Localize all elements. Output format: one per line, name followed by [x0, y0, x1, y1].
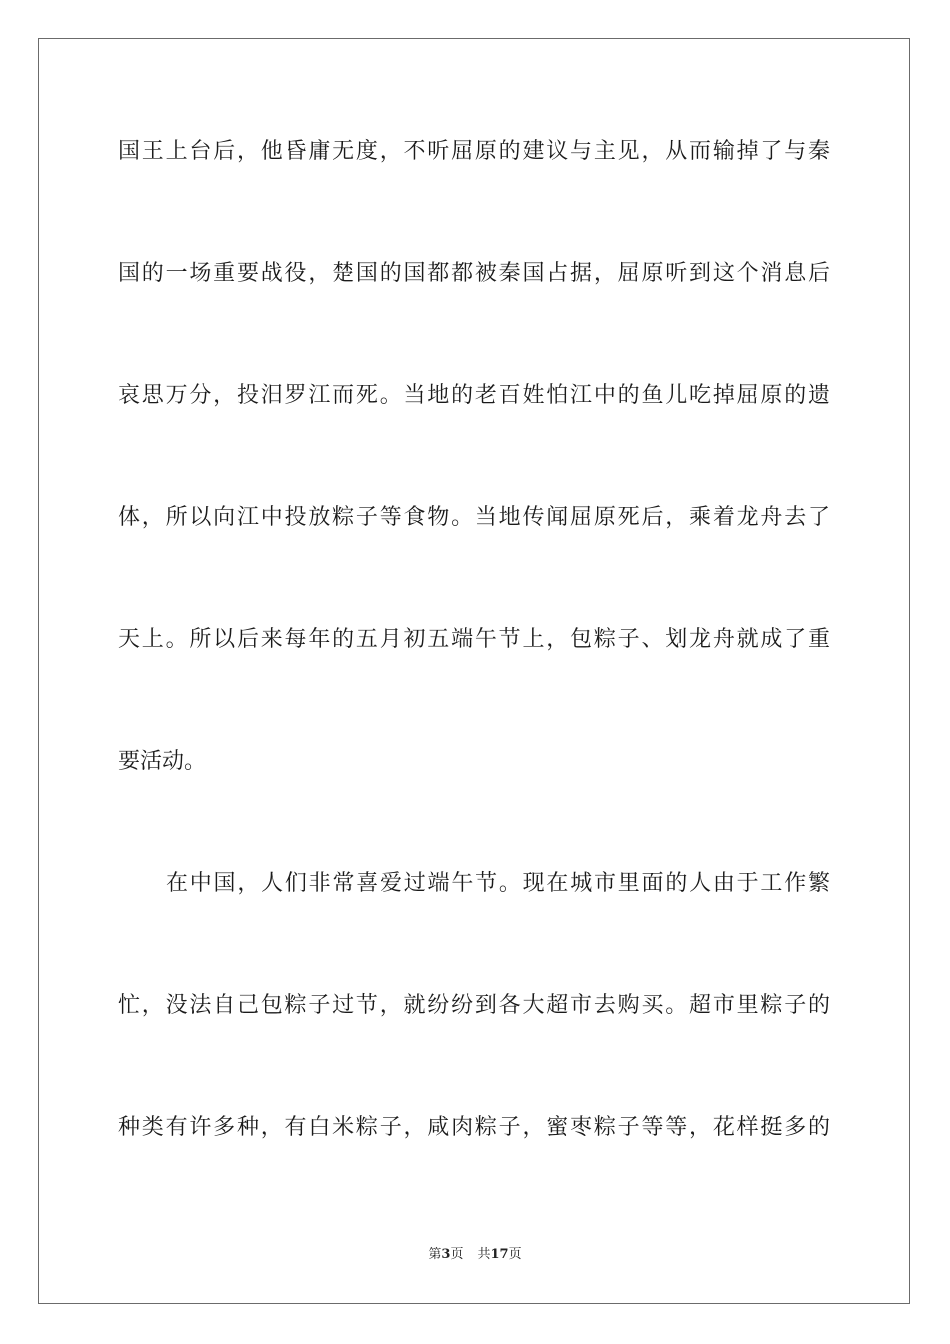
paragraph-line: 国的一场重要战役，楚国的国都都被秦国占据，屈原听到这个消息后 — [118, 261, 830, 286]
total-pages: 17 — [490, 1247, 509, 1262]
paragraph-line: 忙，没法自己包粽子过节，就纷纷到各大超市去购买。超市里粽子的 — [118, 993, 830, 1018]
paragraph-line: 国王上台后，他昏庸无度，不听屈原的建议与主见，从而输掉了与秦 — [118, 139, 830, 164]
page-number: 3 — [441, 1247, 451, 1262]
paragraph-line: 种类有许多种，有白米粽子，咸肉粽子，蜜枣粽子等等，花样挺多的 — [118, 1115, 830, 1140]
page-suffix: 页 — [450, 1247, 464, 1262]
page-prefix: 第 — [428, 1247, 442, 1262]
total-suffix: 页 — [508, 1247, 522, 1262]
total-prefix: 共 — [477, 1247, 491, 1262]
paragraph-line: 哀思万分，投汨罗江而死。当地的老百姓怕江中的鱼儿吃掉屈原的遗 — [118, 383, 830, 408]
paragraph-line: 天上。所以后来每年的五月初五端午节上，包粽子、划龙舟就成了重 — [118, 627, 830, 652]
paragraph-line: 要活动。 — [118, 749, 207, 774]
paragraph-line: 体，所以向江中投放粽子等食物。当地传闻屈原死后，乘着龙舟去了 — [118, 505, 830, 530]
page-footer — [0, 1246, 950, 1264]
paragraph-line: 在中国，人们非常喜爱过端午节。现在城市里面的人由于工作繁 — [166, 871, 830, 896]
